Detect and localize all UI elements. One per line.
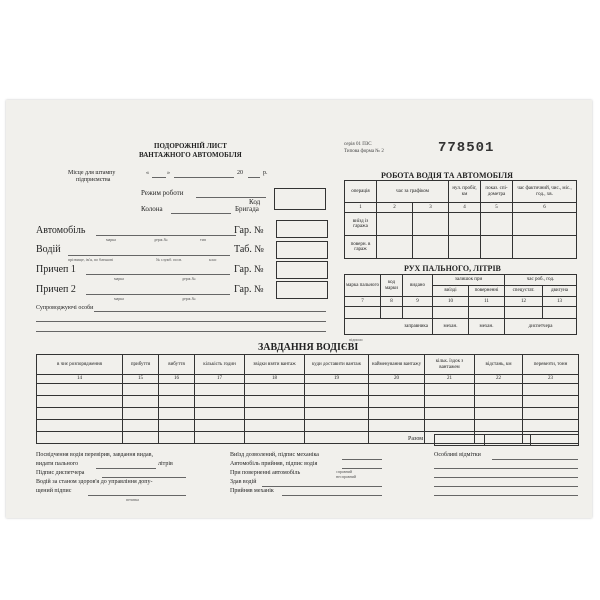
- signatures-label: підписи: [349, 337, 363, 342]
- code-label: Код: [249, 198, 261, 206]
- col-trips: кільк. їздок з вантажем: [425, 355, 475, 375]
- table-cell[interactable]: [195, 384, 245, 396]
- table-cell[interactable]: [425, 384, 475, 396]
- col-num: 1: [345, 203, 377, 213]
- footer-mid-4: Здав водій: [230, 479, 257, 485]
- stamp-place-line2: підприємства: [76, 177, 111, 183]
- table-cell[interactable]: [543, 307, 577, 319]
- table-cell[interactable]: [159, 384, 195, 396]
- col-num: 23: [523, 375, 579, 384]
- col-distance: відстань, км: [475, 355, 523, 375]
- table-cell[interactable]: [245, 384, 305, 396]
- table-cell[interactable]: [245, 432, 305, 444]
- footer-left-2-unit: літрів: [158, 461, 173, 467]
- table-cell[interactable]: [481, 236, 513, 259]
- col-num: 19: [305, 375, 369, 384]
- col-fuel-brand: марка пального: [345, 275, 381, 297]
- table-cell[interactable]: [245, 420, 305, 432]
- total-label: Разом: [408, 436, 424, 442]
- car-mark-sub: марка: [106, 237, 116, 242]
- stamp-place-line1: Місце для штампу: [68, 170, 116, 176]
- col-num: 18: [245, 375, 305, 384]
- date-quote-open: «: [146, 170, 149, 176]
- col-num: 5: [481, 203, 513, 213]
- table-cell[interactable]: [123, 408, 159, 420]
- table-cell[interactable]: [381, 307, 403, 319]
- sig-dispatcher: диспетчера: [505, 319, 577, 335]
- date-year: 20: [237, 170, 243, 176]
- table-cell[interactable]: [523, 384, 579, 396]
- table-cell[interactable]: [123, 384, 159, 396]
- footer-mid-2: Автомобіль прийняв, підпис водія: [230, 461, 318, 467]
- col-engine: двигуна: [543, 286, 577, 297]
- driver-tab-label: Таб. №: [234, 244, 264, 255]
- work-table: [344, 180, 577, 259]
- table-cell[interactable]: [305, 384, 369, 396]
- table-cell[interactable]: [433, 307, 469, 319]
- table-cell[interactable]: [195, 420, 245, 432]
- table-cell[interactable]: [403, 307, 433, 319]
- trailer1-mark-sub: марка: [114, 276, 124, 281]
- table-cell[interactable]: [245, 396, 305, 408]
- table-cell[interactable]: [505, 307, 543, 319]
- col-fuel-code: код марки: [381, 275, 403, 297]
- col-speedo: показ. спі-дометра: [481, 181, 513, 203]
- table-cell[interactable]: [123, 420, 159, 432]
- col-remain-return: поверненні: [469, 286, 505, 297]
- footer-right-1: Особливі відмітки: [434, 452, 481, 458]
- driver-sub-cert: № служб. посв.: [156, 257, 183, 262]
- col-num: 8: [381, 297, 403, 307]
- table-cell[interactable]: [195, 396, 245, 408]
- col-num: 20: [369, 375, 425, 384]
- form-title-line2: ВАНТАЖНОГО АВТОМОБІЛЯ: [139, 151, 242, 159]
- form-title-line1: ПОДОРОЖНІЙ ЛИСТ: [154, 142, 227, 150]
- code-box[interactable]: [274, 188, 326, 210]
- table-cell[interactable]: [369, 384, 425, 396]
- total-cell[interactable]: [435, 435, 485, 446]
- table-cell[interactable]: [475, 408, 523, 420]
- col-num: 14: [37, 375, 123, 384]
- form-number: 778501: [438, 140, 495, 156]
- table-cell[interactable]: [369, 396, 425, 408]
- col-num: 22: [475, 375, 523, 384]
- row-exit-label: виїзд із гаража: [345, 213, 377, 236]
- car-label: Автомобіль: [36, 225, 86, 236]
- table-cell[interactable]: [369, 408, 425, 420]
- footer-mid-3: При поверненні автомобіль: [230, 470, 301, 476]
- table-cell[interactable]: [305, 432, 369, 444]
- table-cell[interactable]: [469, 307, 505, 319]
- table-cell[interactable]: [523, 408, 579, 420]
- table-cell[interactable]: [159, 432, 195, 444]
- table-cell[interactable]: [413, 213, 449, 236]
- table-cell[interactable]: [37, 396, 123, 408]
- trailer1-gar-box[interactable]: [276, 261, 328, 279]
- table-cell[interactable]: [305, 396, 369, 408]
- table-cell[interactable]: [123, 432, 159, 444]
- col-num: 11: [469, 297, 505, 307]
- driver-sub-class: клас: [209, 257, 217, 262]
- col-arrival: прибуття: [123, 355, 159, 375]
- table-cell[interactable]: [123, 396, 159, 408]
- col-from: звідки взяти вантаж: [245, 355, 305, 375]
- date-suffix: р.: [263, 170, 268, 176]
- table-cell[interactable]: [413, 236, 449, 259]
- escort-label: Супроводжуючі особи: [36, 305, 94, 311]
- sig-fueler: заправника: [345, 319, 433, 335]
- trailer2-reg-sub: держ.№: [182, 296, 196, 301]
- work-mode-label: Режим роботи: [141, 189, 184, 197]
- col-hours: кількість годин: [195, 355, 245, 375]
- col-fuel-issued: видано: [403, 275, 433, 297]
- column-label: Колона: [141, 205, 163, 213]
- col-fuel-remain: залишок при: [433, 275, 505, 286]
- col-num: 6: [513, 203, 577, 213]
- trailer1-reg-sub: держ.№: [182, 276, 196, 281]
- footer-left-5: щений підпис: [36, 488, 72, 494]
- driver-sub-name: прізвище, ім'я, по батькові: [68, 257, 114, 262]
- table-cell[interactable]: [305, 420, 369, 432]
- footer-left-1: Посвідчення водія перевірив, завдання видав,: [36, 452, 153, 458]
- table-cell[interactable]: [425, 420, 475, 432]
- table-cell[interactable]: [425, 408, 475, 420]
- table-cell[interactable]: [475, 396, 523, 408]
- col-num: 2: [377, 203, 413, 213]
- col-schedule: час за графіком: [377, 181, 449, 203]
- fuel-table: [344, 274, 577, 335]
- table-cell[interactable]: [159, 420, 195, 432]
- trailer2-gar-label: Гар. №: [234, 284, 264, 295]
- col-num: 9: [403, 297, 433, 307]
- col-to: куди доставити вантаж: [305, 355, 369, 375]
- col-num: 15: [123, 375, 159, 384]
- table-cell[interactable]: [37, 408, 123, 420]
- car-type-sub: тип: [200, 237, 207, 242]
- fuel-table-title: РУХ ПАЛЬНОГО, ЛІТРІВ: [404, 264, 501, 273]
- col-num: 10: [433, 297, 469, 307]
- col-operation: операція: [345, 181, 377, 203]
- table-row: [37, 396, 579, 408]
- col-num: 12: [505, 297, 543, 307]
- table-cell[interactable]: [523, 420, 579, 432]
- sig-mech1: механ.: [433, 319, 469, 335]
- footer-mid-1: Виїзд дозволений, підпис механіка: [230, 452, 319, 458]
- footer-mid-3-opt1: справний: [336, 469, 353, 474]
- col-num: 16: [159, 375, 195, 384]
- table-cell[interactable]: [195, 432, 245, 444]
- table-row: [37, 408, 579, 420]
- col-cargo-name: найменування вантажу: [369, 355, 425, 375]
- footer-mid-5: Прийняв механік: [230, 488, 274, 494]
- form-type-label: Типова форма № 2: [344, 149, 384, 154]
- table-cell[interactable]: [523, 396, 579, 408]
- table-cell[interactable]: [159, 408, 195, 420]
- table-cell[interactable]: [377, 213, 413, 236]
- col-num: 3: [413, 203, 449, 213]
- series-label: серія 01 ПЗС: [344, 142, 372, 147]
- table-cell[interactable]: [449, 213, 481, 236]
- col-num: 7: [345, 297, 381, 307]
- total-cell[interactable]: [531, 435, 579, 446]
- table-cell[interactable]: [245, 408, 305, 420]
- table-cell[interactable]: [513, 213, 577, 236]
- footer-left-5-sub: печатка: [126, 497, 139, 502]
- table-cell[interactable]: [345, 307, 381, 319]
- table-cell[interactable]: [377, 236, 413, 259]
- col-departure: вибуття: [159, 355, 195, 375]
- trailer1-label: Причеп 1: [36, 264, 76, 275]
- driver-label: Водій: [36, 244, 61, 255]
- footer-left-4: Водій за станом здоров'я до управління допу-: [36, 479, 153, 485]
- table-cell[interactable]: [475, 420, 523, 432]
- table-cell[interactable]: [513, 236, 577, 259]
- col-num: 21: [425, 375, 475, 384]
- car-reg-sub: держ.№: [154, 237, 168, 242]
- date-quote-close: »: [167, 170, 170, 176]
- car-gar-box[interactable]: [276, 220, 328, 238]
- tasks-title: ЗАВДАННЯ ВОДІЄВІ: [258, 342, 359, 353]
- table-cell[interactable]: [195, 408, 245, 420]
- col-transport: перевезти, тонн: [523, 355, 579, 375]
- col-zero-run: нул. пробіг, км: [449, 181, 481, 203]
- footer-mid-3-opt2: несправний: [336, 474, 357, 479]
- col-work-time: час роб., год.: [505, 275, 577, 286]
- table-cell[interactable]: [481, 213, 513, 236]
- table-cell[interactable]: [159, 396, 195, 408]
- footer-left-3: Підпис диспетчера: [36, 470, 85, 476]
- trailer2-gar-box[interactable]: [276, 281, 328, 299]
- col-order: в чиє розпорядження: [37, 355, 123, 375]
- sig-mech2: механ.: [469, 319, 505, 335]
- trailer1-gar-label: Гар. №: [234, 264, 264, 275]
- col-num: 13: [543, 297, 577, 307]
- col-remain-exit: виїзді: [433, 286, 469, 297]
- table-cell[interactable]: [449, 236, 481, 259]
- col-num: 17: [195, 375, 245, 384]
- trailer2-label: Причеп 2: [36, 284, 76, 295]
- table-cell[interactable]: [305, 408, 369, 420]
- col-special: спецустат.: [505, 286, 543, 297]
- driver-tab-box[interactable]: [276, 241, 328, 259]
- row-return-label: поверн. в гараж: [345, 236, 377, 259]
- total-cell[interactable]: [485, 435, 531, 446]
- table-row: [37, 420, 579, 432]
- col-actual: час фактичний, чис., міс., год., хв.: [513, 181, 577, 203]
- table-cell[interactable]: [475, 384, 523, 396]
- footer-left-2: видати пального: [36, 461, 79, 467]
- table-cell[interactable]: [37, 420, 123, 432]
- table-cell[interactable]: [425, 396, 475, 408]
- waybill-form: [6, 100, 592, 518]
- table-row: [37, 384, 579, 396]
- table-cell[interactable]: [37, 432, 123, 444]
- total-row: [434, 434, 579, 446]
- trailer2-mark-sub: марка: [114, 296, 124, 301]
- brigade-label: Бригада: [235, 205, 259, 213]
- tasks-table: [36, 354, 579, 444]
- table-cell[interactable]: [37, 384, 123, 396]
- table-cell[interactable]: [369, 420, 425, 432]
- col-num: 4: [449, 203, 481, 213]
- work-table-title: РОБОТА ВОДІЯ ТА АВТОМОБІЛЯ: [381, 171, 513, 180]
- car-gar-label: Гар. №: [234, 225, 264, 236]
